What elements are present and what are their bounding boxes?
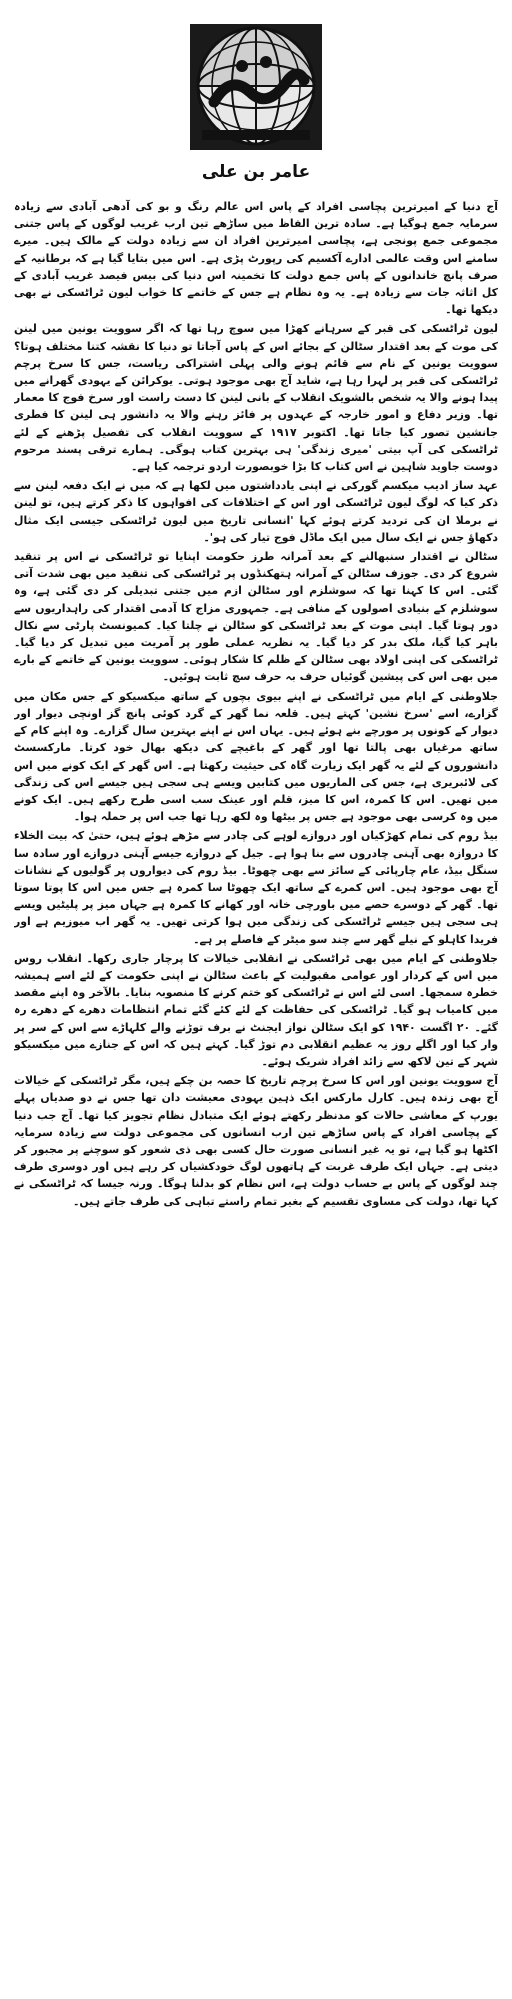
article-paragraph: آج سوویت یونین اور اس کا سرخ پرچم تاریخ کا حصہ بن چکے ہیں، مگر ٹراٹسکی کے خیالات آج بھی زندہ ہیں۔ کارل مارکس ایک ذہین یہودی معیشت دان تھا جس نے دو صدیاں پہلے یورپ کے معاشی حالات کو مدنظر رکھتے ہوئے ایک متبادل نظام تجویز کیا تھا۔ آج جب دنیا کے پچاسی افراد کے پاس ساڑھے تین ارب انسانوں کی مجموعی دولت سے زیادہ سرمایہ اکٹھا ہو گیا ہے، تو یہ غیر انسانی صورت حال کسی بھی ذی شعور کو سوچنے پر مجبور کر دیتی ہے۔ جہاں ایک طرف غربت کے ہاتھوں لوگ خودکشیاں کر رہے ہیں اور دوسری طرف چند لوگوں کے پاس بے حساب دولت ہے، اس نظام کو بدلنا ہوگا۔ ورنہ جیسا کہ ٹراٹسکی نے کہا تھا، دولت کی مساوی تقسیم کے بغیر تمام راستے تباہی کی طرف جاتے ہیں۔ [14, 1074, 498, 1208]
article-paragraph: جلاوطنی کے ایام میں بھی ٹراٹسکی نے انقلابی خیالات کا پرچار جاری رکھا۔ انقلاب روس میں اس کے کردار اور عوامی مقبولیت کے باعث سٹالن نے اپنی حکومت کے لئے اسے ہمیشہ خطرہ سمجھا۔ اسی لئے اس نے ٹراٹسکی کو ختم کرنے کا منصوبہ بنایا۔ بالآخر وہ اپنے مقصد میں کامیاب ہو گیا۔ ٹراٹسکی کی حفاظت کے لئے کئے گئے تمام انتظامات دھرے کے دھرے رہ گئے۔ ۲۰ اگست ۱۹۴۰ کو ایک سٹالن نواز ایجنٹ نے برف توڑنے والے کلہاڑے سے اس کے سر پر وار کیا اور اگلے روز یہ عظیم انقلابی دم توڑ گیا۔ کہتے ہیں کہ اس کے جنازے میں میکسیکو شہر کے تین لاکھ سے زائد افراد شریک ہوئے۔ [14, 951, 498, 1068]
globe-logo-icon [180, 10, 332, 162]
article-paragraph: بیڈ روم کی تمام کھڑکیاں اور دروازے لوہے کی چادر سے مڑھے ہوئے ہیں، حتیٰ کہ بیت الخلاء کا دروازہ بھی آہنی چادروں سے بنا ہوا ہے۔ جیل کے دروازے جیسے آہنی دروازے اور سادہ سا سنگل بیڈ، عام چارپائی کے سائز سے بھی چھوٹا۔ بیڈ روم کی دیواروں پر گولیوں کے نشانات آج بھی موجود ہیں۔ اس کمرے کے ساتھ ایک چھوٹا سا کمرہ ہے جس میں اس کا پوتا سوتا تھا۔ گھر کے دوسرے حصے میں باورچی خانہ اور کھانے کا کمرہ ہے جہاں میز پر پلیٹیں ویسے ہی سجی ہیں جیسے ٹراٹسکی کی زندگی میں ہوا کرتی تھیں۔ یہ گھر اب میوزیم ہے اور فریدا کاہلو کے نیلے گھر سے چند سو میٹر کے فاصلے پر ہے۔ [14, 829, 498, 946]
article-paragraph: لیون ٹراٹسکی کی قبر کے سرہانے کھڑا میں سوچ رہا تھا کہ اگر سوویت یونین میں لینن کی موت کے بعد اقتدار سٹالن کے بجائے اس کے پاس آجاتا تو دنیا کا نقشہ کتنا مختلف ہوتا؟ سوویت یونین کے نام سے قائم ہونے والی پہلی اشتراکی ریاست، جس کا سرخ پرچم ٹراٹسکی کی قبر پر لہرا رہا ہے، شاید آج بھی موجود ہوتی۔ یوکرائن کے یہودی گھرانے میں پیدا ہونے والا یہ شخص بالشویک انقلاب کے بانی لینن کا دست راست اور سرخ فوج کا معمار تھا۔ وزیر دفاع و امور خارجہ کے عہدوں پر فائز رہنے والا یہ دانشور ہی لینن کا فطری جانشین تصور کیا جاتا تھا۔ اکتوبر ۱۹۱۷ کے سوویت انقلاب کی تفصیل پڑھنے کے لئے ٹراٹسکی کی آپ بیتی 'میری زندگی' ہی بہترین کتاب ہوگی۔ ہمارے ترقی پسند مرحوم دوست جاوید شاہین نے اس کتاب کا بڑا خوبصورت اردو ترجمہ کیا ہے۔ [14, 322, 498, 474]
article-paragraph: سٹالن نے اقتدار سنبھالنے کے بعد آمرانہ طرز حکومت اپنایا تو ٹراٹسکی نے اس پر تنقید شروع کر دی۔ جوزف سٹالن کے آمرانہ ہتھکنڈوں پر ٹراٹسکی کی تنقید میں بھی شدت آتی گئی۔ اس کا کہنا تھا کہ سوشلزم اور سٹالن ازم میں جتنی تبدیلی کر دی گئی ہے، وہ سوشلزم کے بنیادی اصولوں کے منافی ہے۔ جمہوری مزاج کا آدمی اقتدار کی راہداریوں سے دور ہوتا گیا۔ اپنی موت کے بعد ٹراٹسکی کو سٹالن نے چلتا کیا۔ کمیونسٹ پارٹی سے نکال باہر کیا گیا، ملک بدر کر دیا گیا۔ یہ نظریہ عملی طور پر آمریت میں تبدیل کر دیا گیا۔ ٹراٹسکی کی اپنی اولاد بھی سٹالن کے ظلم کا شکار ہوئی۔ سوویت یونین کے خاتمے کے بارے میں بھی اس کی پیشین گوئیاں حرف بہ حرف سچ ثابت ہوئیں۔ [14, 550, 498, 684]
article-paragraph: جلاوطنی کے ایام میں ٹراٹسکی نے اپنے بیوی بچوں کے ساتھ میکسیکو کے جس مکان میں گزارے، اسے 'سرخ نشین' کہتے ہیں۔ قلعہ نما گھر کے گرد کوئی پانچ گز اونچی دیوار اور دیوار کے کونوں پر مورچے بنے ہوئے ہیں۔ یہاں اس نے اپنے بہترین سال گزارے۔ وہ اپنے کام کے ساتھ مرغیاں بھی پالتا تھا اور گھر کے باغیچے کی دیکھ بھال خود کرتا۔ مارکسسٹ دانشوروں کے لئے یہ گھر ایک زیارت گاہ کی حیثیت رکھتا ہے۔ اس گھر کے ایک کونے میں اس کی لائبریری ہے، جس کی الماریوں میں کتابیں ویسے ہی سجی ہیں جیسے اس کی زندگی میں تھیں۔ اس کا کمرہ، اس کا میز، قلم اور عینک سب اسی طرح رکھے ہیں۔ ایک کونے میں وہ کرسی بھی موجود ہے جس پر بیٹھا وہ لکھ رہا تھا جب اس پر حملہ ہوا۔ [14, 689, 498, 824]
author-byline: عامر بن علی [201, 162, 311, 182]
article-body [14, 198, 498, 1986]
article-paragraph: آج دنیا کے امیرترین پچاسی افراد کے پاس اس عالم رنگ و بو کی آدھی آبادی سے زیادہ سرمایہ جمع ہوگیا ہے۔ سادہ ترین الفاظ میں ساڑھے تین ارب غریب لوگوں کے پاس جتنی مجموعی جمع پونجی ہے، پچاسی امیرترین افراد ان سے زیادہ دولت کے مالک ہیں۔ میرے سامنے اس وقت عالمی ادارے آکسیم کی رپورٹ پڑی ہے۔ اس میں بتایا گیا ہے کہ برطانیہ کے صرف پانچ خاندانوں کے پاس جمع دولت کا تخمینہ اس دنیا کی بیس فیصد غریب آبادی کے کل اثاثہ جات سے زیادہ ہے۔ یہ وہ نظام ہے جس کے خاتمے کا خواب لیون ٹراٹسکی نے بھی دیکھا تھا۔ [14, 200, 498, 317]
dunya-logo [180, 10, 332, 162]
article-paragraph: عہد ساز ادیب میکسم گورکی نے اپنی یادداشتوں میں لکھا ہے کہ میں نے ایک دفعہ لینن سے ذکر کیا کہ لوگ لیون ٹراٹسکی اور اس کے اختلافات کی افواہوں کا ذکر کرتے ہیں، تو لینن نے برملا ان کی تردید کرتے ہوئے کہا 'انسانی تاریخ میں لیون ٹراٹسکی جیسی ایک مثال دکھاؤ جس نے ایک سال میں ایک ماڈل فوج تیار کی ہو'۔ [14, 479, 498, 544]
